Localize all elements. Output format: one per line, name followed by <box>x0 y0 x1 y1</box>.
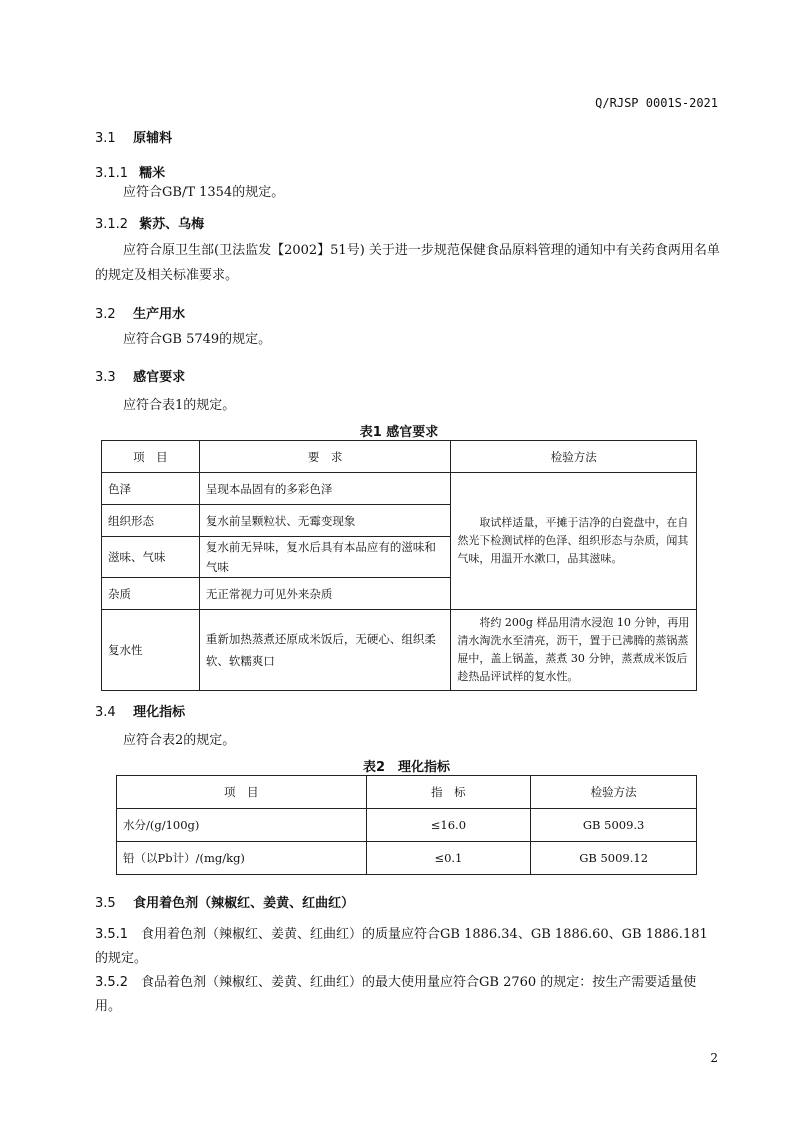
section-3-5-2 <box>95 971 720 1019</box>
table-header-row <box>102 441 697 473</box>
row-item: 复水性 <box>102 610 200 691</box>
header-method: 检验方法 <box>531 776 697 809</box>
row-requirement: 复水前无异味，复水后具有本品应有的滋味和气味 <box>199 537 451 578</box>
section-3-3-heading <box>95 366 185 385</box>
section-number: 3.1 <box>95 131 116 146</box>
row-requirement: 无正常视力可见外来杂质 <box>199 578 451 610</box>
section-3-3-text: 应符合表1的规定。 <box>123 398 236 413</box>
section-text: 食品着色剂（辣椒红、姜黄、红曲红）的最大使用量应符合GB 2760 的规定：按生产需要适量使用。 <box>95 975 697 1014</box>
document-code: Q/RJSP 0001S-2021 <box>595 96 718 110</box>
row-value: ≤16.0 <box>366 809 531 842</box>
header-indicator: 指 标 <box>366 776 531 809</box>
physicochemical-table <box>116 775 697 875</box>
table1-caption: 表1 感官要求 <box>359 425 439 440</box>
row-method: GB 5009.3 <box>531 809 697 842</box>
row-item: 滋味、气味 <box>102 537 200 578</box>
section-number: 3.5 <box>95 896 116 911</box>
header-requirement: 要 求 <box>199 441 451 473</box>
section-title: 原辅料 <box>133 131 173 146</box>
rehydration-method: 将约 200g 样品用清水浸泡 10 分钟，再用清水淘洗水至清亮，沥干，置于已沸腾的蒸锅蒸屉中，盖上锅盖，蒸煮 30 分钟，蒸煮成米饭后趁热品评试样的复水性。 <box>451 610 697 691</box>
row-requirement: 重新加热蒸煮还原成米饭后，无硬心、组织柔软、软糯爽口 <box>199 610 451 691</box>
sensory-requirements-table <box>101 440 697 691</box>
row-item: 水分/(g/100g) <box>117 809 367 842</box>
section-number: 3.3 <box>95 370 116 385</box>
row-requirement: 复水前呈颗粒状、无霉变现象 <box>199 505 451 537</box>
section-title: 感官要求 <box>133 370 186 385</box>
row-item: 色泽 <box>102 473 200 505</box>
section-number: 3.2 <box>95 307 116 322</box>
section-number: 3.5.1 <box>95 927 129 942</box>
section-title: 理化指标 <box>133 705 186 720</box>
section-3-1-2-heading <box>95 213 204 232</box>
row-item: 铅（以Pb计）/(mg/kg) <box>117 842 367 875</box>
row-requirement: 呈现本品固有的多彩色泽 <box>199 473 451 505</box>
sensory-method: 取试样适量，平摊于洁净的白瓷盘中，在自然光下检测试样的色泽、组织形态与杂质，闻其气味，用温开水漱口，品其滋味。 <box>451 473 697 610</box>
section-number: 3.1.2 <box>95 217 129 232</box>
section-3-4-text: 应符合表2的规定。 <box>123 733 236 748</box>
section-3-1-1-heading <box>95 162 165 181</box>
section-number: 3.5.2 <box>95 975 129 990</box>
section-title: 食用着色剂（辣椒红、姜黄、红曲红） <box>133 896 355 911</box>
section-title: 糯米 <box>139 166 166 181</box>
section-3-2-text: 应符合GB 5749的规定。 <box>123 332 272 347</box>
section-3-1-2-text: 应符合原卫生部(卫法监发【2002】51号) 关于进一步规范保健食品原料管理的通知中有关药食两用名单的规定及相关标准要求。 <box>95 243 720 283</box>
section-3-1-1-text: 应符合GB/T 1354的规定。 <box>123 185 285 200</box>
section-3-4-heading <box>95 701 185 720</box>
page-number: 2 <box>710 1051 718 1065</box>
header-item: 项 目 <box>102 441 200 473</box>
header-method: 检验方法 <box>451 441 697 473</box>
section-title: 生产用水 <box>133 307 186 322</box>
section-text: 食用着色剂（辣椒红、姜黄、红曲红）的质量应符合GB 1886.34、GB 1886.60、GB 1886.181的规定。 <box>95 927 708 966</box>
section-number: 3.4 <box>95 705 116 720</box>
section-title: 紫苏、乌梅 <box>139 217 205 232</box>
row-item: 杂质 <box>102 578 200 610</box>
section-3-5-heading <box>95 892 354 911</box>
header-item: 项 目 <box>117 776 367 809</box>
section-3-1-heading <box>95 127 172 146</box>
table-row <box>117 842 697 875</box>
table-header-row <box>117 776 697 809</box>
table-row <box>117 809 697 842</box>
table2-caption: 表2 理化指标 <box>362 760 451 775</box>
row-value: ≤0.1 <box>366 842 531 875</box>
section-3-5-1 <box>95 923 720 971</box>
table-row <box>102 473 697 505</box>
row-item: 组织形态 <box>102 505 200 537</box>
row-method: GB 5009.12 <box>531 842 697 875</box>
section-number: 3.1.1 <box>95 166 129 181</box>
section-3-2-heading <box>95 303 185 322</box>
table-row <box>102 610 697 691</box>
